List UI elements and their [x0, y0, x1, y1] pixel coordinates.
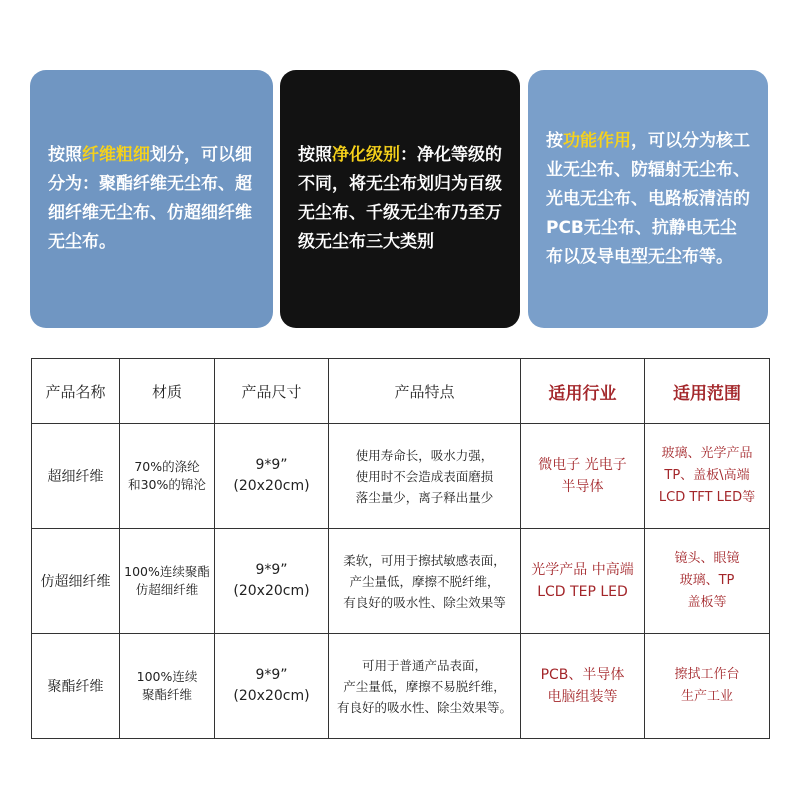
cell-product-name: 仿超细纤维 [32, 529, 120, 634]
text-line: (20x20cm) [233, 478, 310, 494]
header-features: 产品特点 [329, 359, 521, 424]
text-line: 柔软，可用于擦拭敏感表面， [343, 552, 506, 568]
text-line: 100%连续聚酯 [124, 564, 210, 579]
text-line: 光学产品 中高端 [531, 562, 634, 578]
table-row [32, 529, 770, 634]
card-text: ：净化等级的不同，将无尘布划归为百级无尘布、千级无尘布乃至万级无尘布三大类别 [298, 145, 502, 252]
text-line: 70%的涤纶 [134, 459, 200, 474]
text-line: (20x20cm) [233, 688, 310, 704]
text-line: PCB、半导体 [540, 667, 625, 683]
card-highlight: 净化级别 [332, 145, 400, 165]
text-line: 聚酯纤维 [141, 687, 192, 702]
fiber-thickness-card [30, 70, 273, 328]
header-size: 产品尺寸 [215, 359, 329, 424]
cell-features [329, 634, 521, 739]
cell-industry [521, 424, 645, 529]
text-line: 9*9” [255, 667, 288, 683]
text-line: 擦拭工作台 [674, 667, 740, 682]
card-prefix: 按照 [48, 145, 82, 165]
text-line: 微电子 光电子 [538, 457, 627, 473]
cell-industry [521, 634, 645, 739]
text-line: 落尘量少，离子释出量少 [355, 489, 494, 505]
text-line: 半导体 [561, 479, 604, 495]
cell-material [120, 634, 215, 739]
text-line: LCD TEP LED [537, 584, 628, 600]
text-line: 产尘量低，摩擦不脱纤维， [349, 573, 500, 589]
text-line: 电脑组装等 [547, 689, 618, 705]
cell-size [215, 634, 329, 739]
cell-product-name: 聚酯纤维 [32, 634, 120, 739]
header-material: 材质 [120, 359, 215, 424]
text-line: 使用寿命长，吸水力强， [355, 447, 494, 463]
cell-size [215, 529, 329, 634]
text-line: 盖板等 [687, 595, 727, 610]
text-line: 仿超细纤维 [135, 582, 199, 597]
cell-industry [521, 529, 645, 634]
product-spec-table [31, 358, 770, 739]
card-prefix: 按 [546, 130, 563, 151]
purification-level-card [280, 70, 520, 328]
card-text: ，可以分为核工业无尘布、防辐射无尘布、光电无尘布、电路板清洁的PCB无尘布、抗静电无尘布以及导电型无尘布等。 [546, 130, 750, 267]
card-highlight: 功能作用 [563, 130, 631, 151]
header-product-name: 产品名称 [32, 359, 120, 424]
text-line: 可用于普通产品表面， [361, 657, 487, 673]
text-line: 100%连续 [136, 669, 198, 684]
function-card [528, 70, 768, 328]
text-line: 玻璃、光学产品 [661, 446, 753, 461]
header-industry: 适用行业 [521, 359, 645, 424]
card-highlight: 纤维粗细 [82, 145, 150, 165]
card-text: 划分，可以细分为：聚酯纤维无尘布、超细纤维无尘布、仿超细纤维无尘布。 [48, 145, 252, 252]
text-line: 9*9” [255, 457, 288, 473]
text-line: 使用时不会造成表面磨损 [355, 468, 494, 484]
text-line: (20x20cm) [233, 583, 310, 599]
text-line: 有良好的吸水性、除尘效果等 [343, 594, 506, 610]
card-prefix: 按照 [298, 145, 332, 165]
header-scope: 适用范围 [645, 359, 770, 424]
cell-scope [645, 529, 770, 634]
text-line: 生产工业 [680, 689, 733, 704]
text-line: 产尘量低，摩擦不易脱纤维， [343, 678, 506, 694]
cell-features [329, 424, 521, 529]
text-line: 和30%的锦沦 [128, 477, 206, 492]
cell-material [120, 529, 215, 634]
cell-features [329, 529, 521, 634]
text-line: LCD TFT LED等 [658, 490, 756, 505]
cell-size [215, 424, 329, 529]
table-row [32, 634, 770, 739]
cell-material [120, 424, 215, 529]
cell-scope [645, 424, 770, 529]
text-line: TP、盖板\高端 [664, 468, 750, 483]
text-line: 玻璃、TP [679, 573, 735, 588]
cell-scope [645, 634, 770, 739]
table-header-row [32, 359, 770, 424]
text-line: 镜头、眼镜 [674, 551, 740, 566]
text-line: 9*9” [255, 562, 288, 578]
cell-product-name: 超细纤维 [32, 424, 120, 529]
table-row [32, 424, 770, 529]
text-line: 有良好的吸水性、除尘效果等。 [336, 699, 512, 715]
